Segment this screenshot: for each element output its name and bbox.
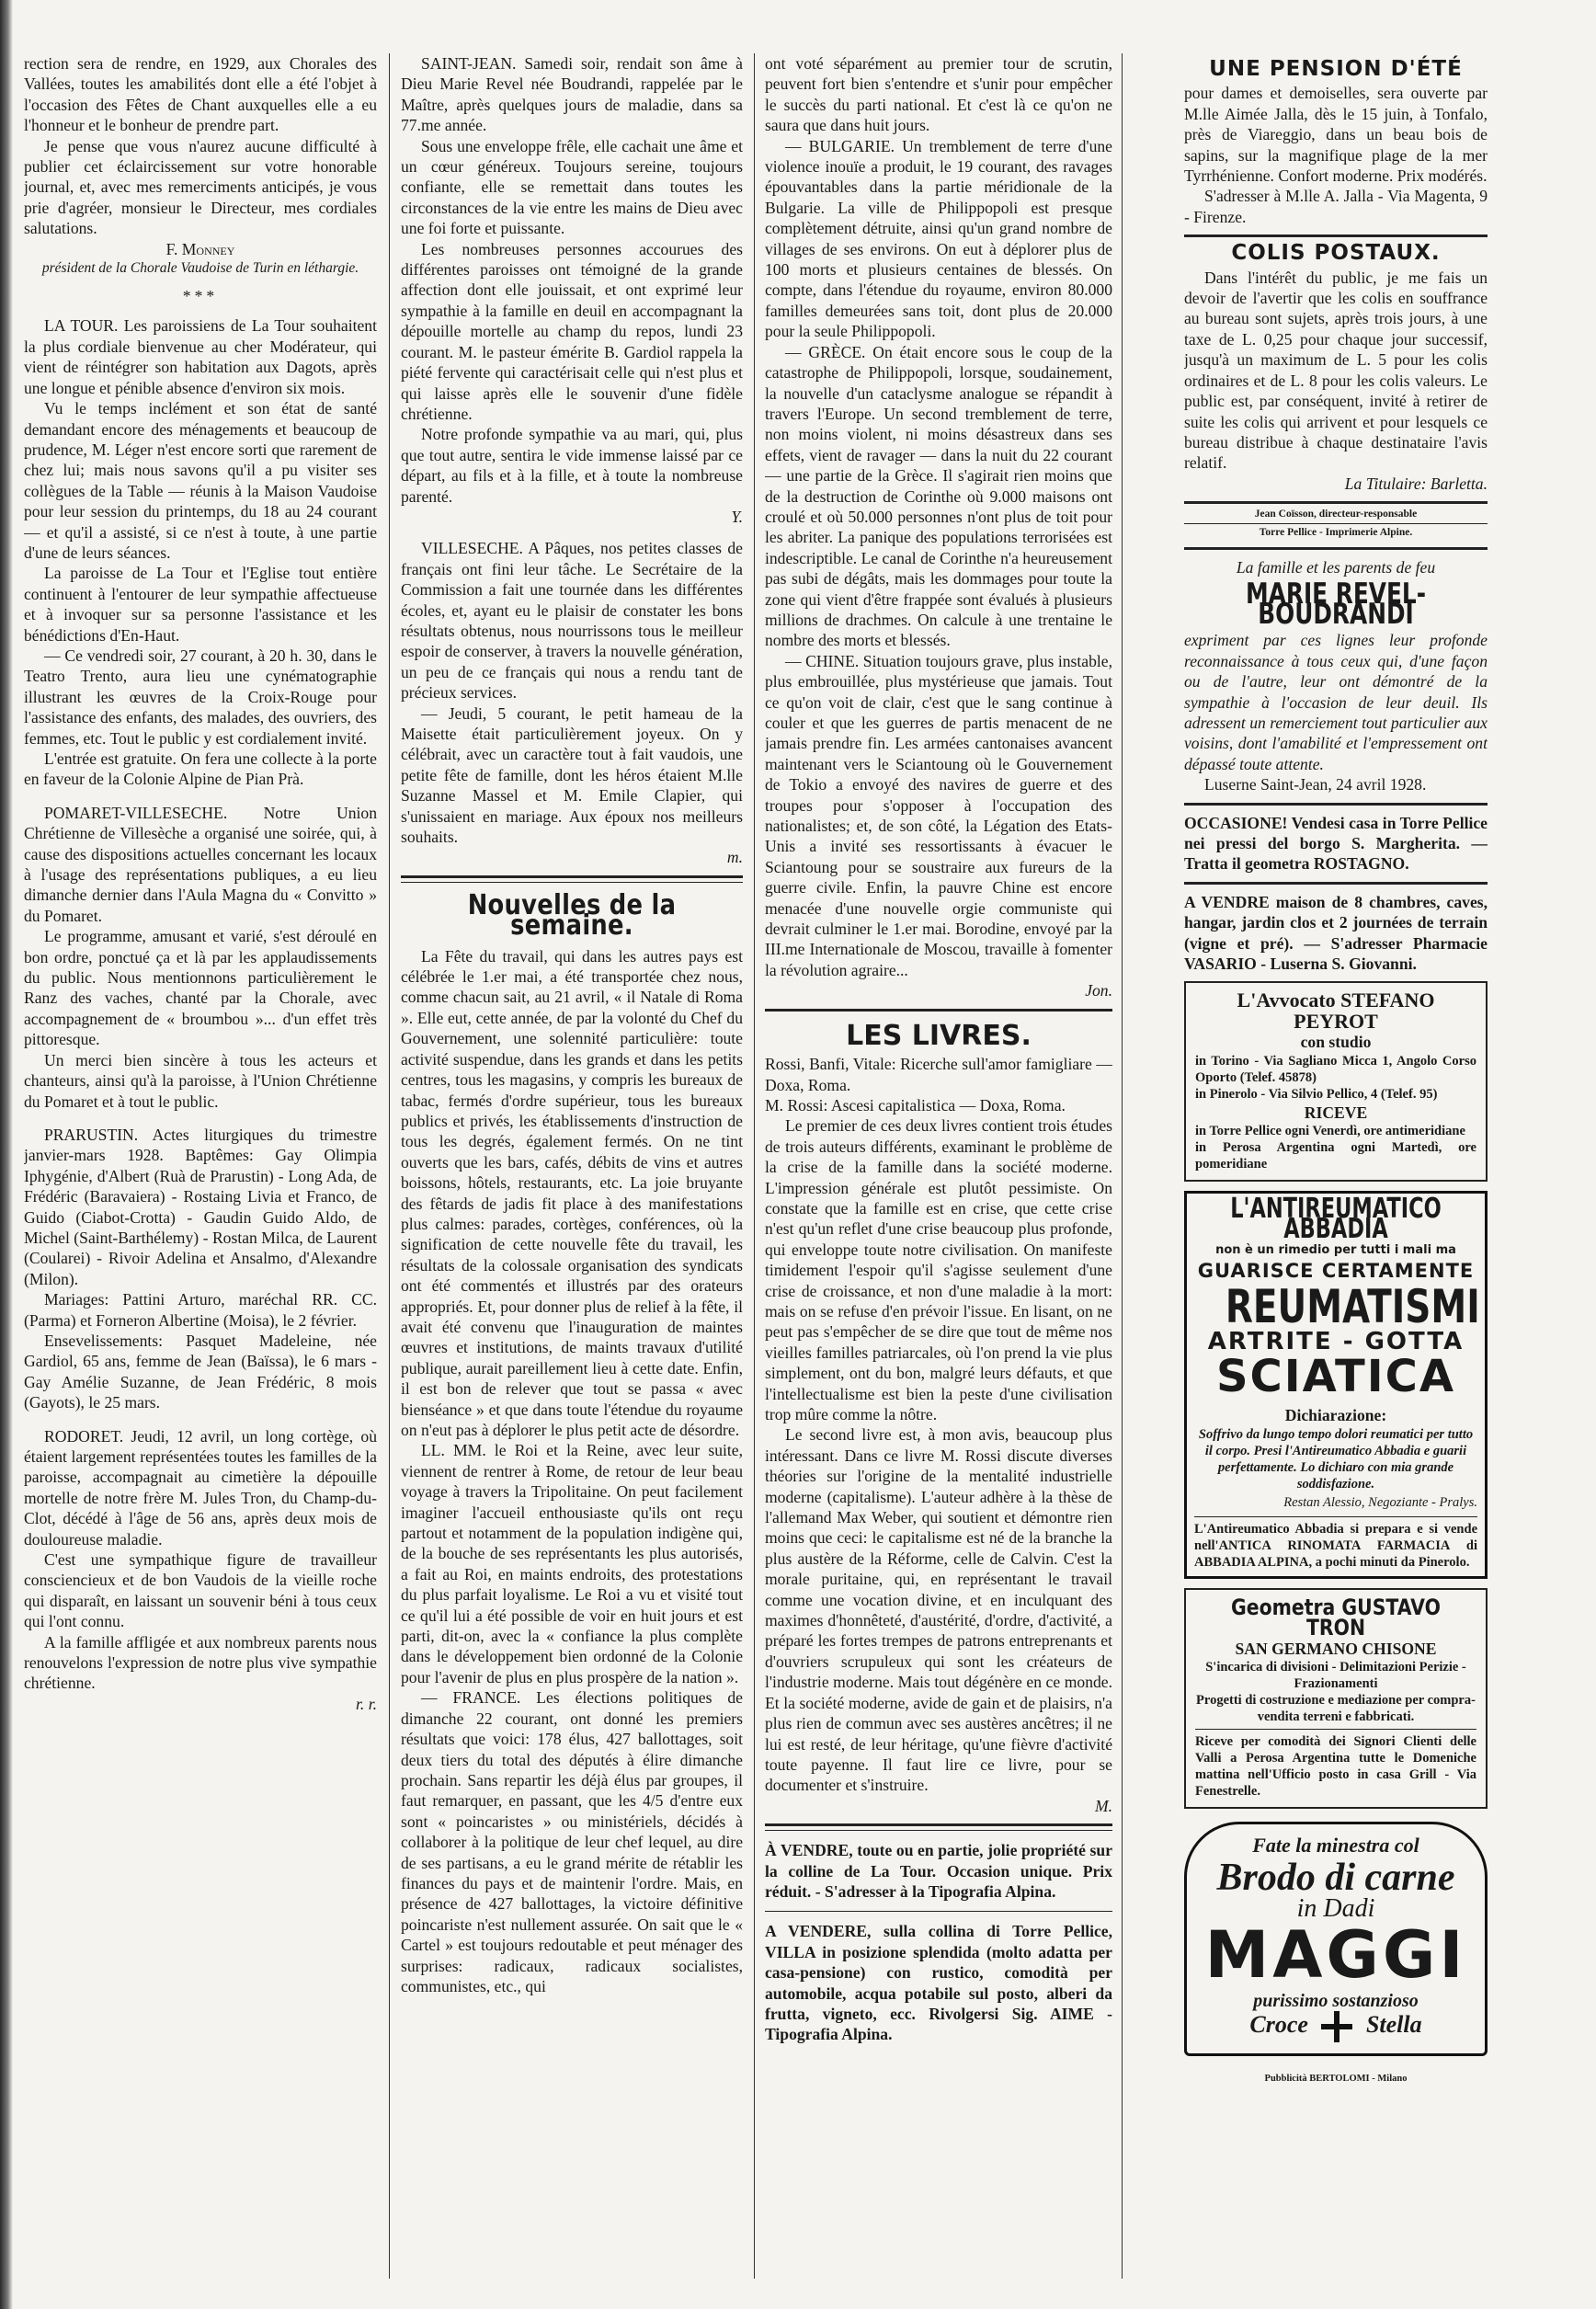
ad-tron: [1184, 1588, 1488, 1809]
ad-line: Fate la minestra col: [1252, 1834, 1419, 1857]
paragraph: Le programme, amusant et varié, s'est déroulé en bon ordre, ponctué ça et là par les applaudissements du public. Nous mentionnons particulièrement le Ranz des vaches, chanté par la Chorale, avec accompagnement de « broumbou »... d'un effet très pittoresque.: [24, 927, 377, 1049]
paragraph: LL. MM. le Roi et la Reine, avec leur suite, viennent de rentrer à Rome, de retour de leur beau voyage à travers la Tripolitaine. On peut facilement imaginer l'accueil enthousiaste qu'ils ont reçu partout et notamment de la population indigène qui, de la bouche de ses représentants les plus autorisés, a fait au Roi, en maints endroits, des protestations du plus parfait loyalisme. Le Roi a vu et visité tout ce qu'il lui a été possible de voir en huit jours et est parti, dit-on, avec la « confiance la plus complète dans le développement bien ordonné de la Colonie pour l'avenir de plus en plus prospère de la nation ».: [401, 1441, 743, 1686]
paragraph: Vu le temps inclément et son état de santé demandant encore des ménagements et beaucoup de prudence, M. Léger n'est encore sorti que rarement de chez lui; mais nous savons qu'il a pu visiter ses collègues de la Table — réunis à la Maison Vaudoise pour leur session du printemps, du 18 au 24 courant — et qu'il a assisté, si ce n'est à toute, à une partie d'une de leurs séances.: [24, 399, 377, 562]
notice-intro: La famille et les parents de feu: [1236, 558, 1436, 577]
ad-antireumatico: [1184, 1191, 1488, 1579]
paragraph: rection sera de rendre, en 1929, aux Chorales des Vallées, toutes les amabilités dont elle a été l'objet à l'occasion des Fêtes de Chant auxquelles elle a eu l'honneur et le bonheur de prendre part.: [24, 54, 377, 135]
paragraph: — Ce vendredi soir, 27 courant, à 20 h. 30, dans le Teatro Trento, aura lieu une cynématographie illustrant les œuvres de la Croix-Rouge pour l'assistance des enfants, des malades, des ouvriers, des femmes, etc. Tout le public y est cordialement invité.: [24, 646, 377, 748]
ad-line: in Perosa Argentina ogni Martedì, ore pomeridiane: [1195, 1140, 1476, 1172]
ad-line: REUMATISMI: [1225, 1279, 1480, 1333]
imprint: Torre Pellice - Imprimerie Alpine.: [1259, 527, 1413, 539]
ad-heading: L'Avvocato STEFANO PEYROT: [1237, 989, 1435, 1033]
signature: F. Monney: [165, 239, 235, 258]
book-reference: Rossi, Banfi, Vitale: Ricerche sull'amor famigliare — Doxa, Roma.: [765, 1055, 1112, 1094]
ad-line: in Torino - Via Sagliano Micca 1, Angolo Corso Oporto (Telef. 45878): [1195, 1053, 1476, 1085]
ad-line: ARTRITE - GOTTA: [1207, 1327, 1465, 1355]
ad-line: purissimo sostanzioso: [1253, 1990, 1419, 2011]
ad-line: Soffrivo da lungo tempo dolori reumatici per tutto il corpo. Presi l'Antireumatico Abbadia e guarii perfettamente. Lo dichiaro con mia grande soddisfazione.: [1198, 1426, 1474, 1492]
column-rule: [389, 53, 390, 2279]
column-rule: [754, 53, 755, 2279]
paragraph: Mariages: Pattini Arturo, maréchal RR. CC. (Parma) et Forneron Albertine (Moisa), le 2 février.: [24, 1290, 377, 1330]
column-4: [1184, 53, 1488, 2279]
divider: [1184, 547, 1488, 550]
paragraph: — Jeudi, 5 courant, le petit hameau de la Maisette était particulièrement joyeux. On y célébrait, avec un caractère tout à fait vaudois, une petite fête de famille, dont les héros étaient M.lle Suzanne Massel et M. Emile Clapier, qui s'unissaient en mariage. Aux époux nos meilleurs souhaits.: [401, 703, 743, 847]
divider: [401, 882, 743, 883]
divider: [1184, 501, 1488, 504]
imprint: Jean Coïsson, directeur-responsable: [1254, 509, 1418, 520]
ad-line: Progetti di costruzione e mediazione per compra-vendita terreni e fabbricati.: [1196, 1693, 1476, 1725]
ad-line: SAN GERMANO CHISONE: [1235, 1639, 1437, 1658]
paragraph: Je pense que vous n'aurez aucune difficulté à publier cet éclaircissement sur votre honorable journal, et, avec mes remerciments anticipés, je vous prie d'agréer, monsieur le Directeur, mes cordiales salutations.: [24, 136, 377, 238]
signature: La Titulaire: Barletta.: [1344, 474, 1488, 493]
classified-ad: OCCASIONE! Vendesi casa in Torre Pellice nei pressi del borgo S. Margherita. — Tratta il geometra ROSTAGNO.: [1184, 813, 1488, 874]
paragraph: ont voté séparément au premier tour de scrutin, peuvent fort bien s'entendre et s'unir pour empêcher le succès du parti national. Et c'est là ce qu'on ne saura que dans huit jours.: [765, 54, 1112, 135]
ad-word: Stella: [1365, 2011, 1422, 2039]
paragraph: Les nombreuses personnes accourues des différentes paroisses ont témoigné de la grande affection dont elle jouissait, et ont exprimé leur sympathie à la famille en deuil en accompagnant la dépouille mortelle au champ du repos, lundi 23 courant. M. le pasteur émérite B. Gardiol rappela la piété fervente qui caractérisait celle qui n'est plus et qui laisse après elle le souvenir d'une fidèle chrétienne.: [401, 239, 743, 423]
ad-line: in Torre Pellice ogni Venerdì, ore antimeridiane: [1195, 1124, 1465, 1139]
signature: Jon.: [1085, 981, 1112, 1000]
paragraph: VILLESECHE. A Pâques, nos petites classes de français ont fini leur tâche. Le Secrétaire de la Commission a fait une tournée dans les différentes écoles, et, ayant eu le plaisir de constater les bons résultats obtenus, nous nourrissons tous le meilleur espoir de conserver, à travers la nouvelle génération, un peu de ce français qui nous a rendu tant de précieux services.: [401, 539, 743, 703]
ad-line: S'incarica di divisioni - Delimitazioni Perizie - Frazionamenti: [1205, 1660, 1466, 1692]
column-rule: [1122, 53, 1123, 2279]
ad-text: Dans l'intérêt du public, je me fais un devoir de l'avertir que les colis en souffrance au bureau sont sujets, après trois jours, à une taxe de L. 0,25 pour chaque jour successif, jusqu'à un maximum de L. 5 pour les colis ordinaires et de L. 8 pour les colis valeurs. Le public est, par conséquent, invité à retirer de suite les colis qui arrivent et pour lesquels ce bureau distribue à chaque destinataire l'avis relatif.: [1184, 268, 1488, 473]
ad-heading: UNE PENSION D'ÉTÉ: [1209, 57, 1463, 81]
separator-stars: ***: [182, 287, 219, 306]
ad-line: Brodo di carne: [1216, 1856, 1455, 1899]
footer-credit: Pubblicità BERTOLOMI - Milano: [1264, 2074, 1408, 2085]
signature: r. r.: [356, 1694, 377, 1713]
cross-star-icon: [1321, 2011, 1352, 2042]
signature: M.: [1094, 1796, 1112, 1815]
ad-text: pour dames et demoiselles, sera ouverte par M.lle Aimée Jalla, dès le 15 juin, à Tonfalo, près de Viareggio, dans un beau bois de sapins, sur la magnifique plage de la mer Tyrrhénienne. Confort moderne. Prix modérés.: [1184, 84, 1488, 186]
classified-ad: À VENDRE, toute ou en partie, jolie propriété sur la colline de La Tour. Occasion unique. Prix réduit. - S'adresser à la Tipografia Alpina.: [765, 1841, 1112, 1901]
divider: [401, 875, 743, 878]
paragraph: — FRANCE. Les élections politiques de dimanche 22 courant, ont donné les premiers résultats que voici: 178 élus, 427 ballottages, soit deux tiers du total des députés à élire dimanche prochain. Sans repartir les déjà élus par groupes, il faut remarquer, en passant, que les 4/5 d'entre eux sont « poincaristes » ou ministériels, décidés à collaborer à la politique de leur chef lequel, au dire de ses partisans, a eu le grand mérite de rétablir les finances du pays et de maintenir l'ordre. Mais, en présence de 427 ballottages, la victoire définitive poincariste n'est nullement assurée. On sait que le « Cartel » est toujours redoutable et peut ménager des surprises: radicaux, radicaux socialistes, communistes, etc., qui: [401, 1688, 743, 1995]
paragraph: C'est une sympathique figure de travailleur consciencieux et de bon Vaudois de la vieille roche qui disparaît, en laissant un souvenir béni à tous ceux qui l'ont connu.: [24, 1550, 377, 1631]
notice-name: MARIE REVEL-BOUDRANDI: [1245, 577, 1427, 631]
ad-line: L'Antireumatico Abbadia si prepara e si vende nell'ANTICA RINOMATA FARMACIA di ABBADIA ALPINA, a pochi minuti da Pinerolo.: [1194, 1521, 1477, 1570]
ad-line: Dichiarazione:: [1284, 1406, 1387, 1425]
classified-ad: A VENDERE, sulla collina di Torre Pellice, VILLA in posizione splendida (molto adatta per casa-pensione) con rustico, comodità per automobile, acqua potabile sul posto, alberi da frutta, vigneto, ecc. Rivolgersi Sig. AIME - Tipografia Alpina.: [765, 1922, 1112, 2044]
classified-ad: A VENDRE maison de 8 chambres, caves, hangar, jardin clos et 2 journées de terrain (vigne et pré). — S'adresser Pharmacie VASARIO - Luserna S. Giovanni.: [1184, 892, 1488, 974]
paragraph: Ensevelissements: Pasquet Madeleine, née Gardiol, 65 ans, femme de Jean (Baïssa), le 6 mars - Gay Amélie Suzanne, de Jean Frédéric, 8 mois (Gayots), le 25 mars.: [24, 1331, 377, 1412]
notice-text: expriment par ces lignes leur profonde reconnaissance à tous ceux qui, d'une façon ou de l'autre, leur ont démontré de la sympathie à l'occasion de leur deuil. Ils adressent un remerciement tout particulier aux voisins, dont l'amabilité et l'empressement ont dépassé toute attente.: [1184, 631, 1488, 773]
paragraph: — BULGARIE. Un tremblement de terre d'une violence inouïe a produit, le 19 courant, des ravages épouvantables dans la partie méridionale de la Bulgarie. La ville de Philippopoli est presque complètement détruite, ainsi qu'un grand nombre de villages de ses environs. On eut à déplorer plus de 100 morts et plusieurs centaines de blessés. On compte, dans l'étendue du royaume, environ 80.000 familles demeurées sans toit, dont plus de 20.000 pour la seule Philippopoli.: [765, 136, 1112, 341]
column-1: [24, 53, 377, 2279]
notice-date: Luserne Saint-Jean, 24 avril 1928.: [1204, 775, 1427, 794]
ad-peyrot: [1184, 981, 1488, 1182]
ad-line: GUARISCE CERTAMENTE: [1197, 1260, 1475, 1283]
divider: [1184, 234, 1488, 237]
paragraph: Un merci bien sincère à tous les acteurs et chanteurs, ainsi qu'à la paroisse, à l'Union Chrétienne du Pomaret et à tout le public.: [24, 1050, 377, 1111]
paragraph: RODORET. Jeudi, 12 avril, un long cortège, où étaient largement représentées toutes les familles de la paroisse, accompagnait au cimetière la dépouille mortelle de notre frère M. Jules Tron, du Champ-du-Clot, décédé à l'âge de 56 ans, après deux mois de douloureuse maladie.: [24, 1426, 377, 1549]
ad-line: in Dadi: [1296, 1893, 1375, 1923]
book-reference: M. Rossi: Ascesi capitalistica — Doxa, Roma.: [765, 1095, 1066, 1114]
ad-line: Riceve per comodità dei Signori Clienti delle Valli a Perosa Argentina tutte le Domeniche mattina nell'Ufficio posto in casa Grill - Via Fenestrelle.: [1195, 1734, 1476, 1800]
ad-line: Restan Alessio, Negoziante - Pralys.: [1283, 1494, 1477, 1510]
binding-edge: [0, 0, 13, 2309]
paragraph: — CHINE. Situation toujours grave, plus instable, plus embrouillée, plus mystérieuse que jamais. Tout ce qu'on voit de clair, c'est que le sang continue à couler et que les guerres de partis menacent de ne jamais prendre fin. Les armées cantonaises avancent maintenant vers le Sciantoung où le Gouvernement de Tokio a envoyé des navires de guerre et des troupes pour s'opposer à l'occupation des nationalistes; et, de son côté, la Légation des Etats-Unis a invité ses ressortissants à évacuer le Sciantoung pour se soustraire aux fureurs de la guerre civile. Enfin, la pauvre Chine est encore menacée d'une nouvelle orgie communiste qui devrait culminer le 1.er mai. Borodine, envoyé par la III.me Internationale de Moscou, travaille à fomenter la révolution agraire...: [765, 651, 1112, 979]
signature: Y.: [731, 507, 743, 526]
divider: [1184, 523, 1488, 524]
section-heading: Nouvelles de la semaine.: [467, 888, 677, 943]
divider: [765, 1911, 1112, 1912]
paragraph: La paroisse de La Tour et l'Eglise tout entière continuent à l'entourer de leur sympathie affectueuse et à invoquer sur sa personne l'assistance et les bénédictions d'En-Haut.: [24, 564, 377, 645]
divider: [765, 1823, 1112, 1826]
paragraph: — GRÈCE. On était encore sous le coup de la catastrophe de Philippopoli, lorsque, soudainement, la nouvelle d'un cataclysme analogue se répandit à travers l'Europe. Un second tremblement de terre, non moins violent, ni moins désastreux dans ses effets, vient de ravager — dans la nuit du 22 courant — une partie de la Grèce. Il s'agirait rien moins que de la destruction de Corinthe où 9.000 maisons ont croulé et où 50.000 personnes n'ont plus de toit pour les abriter. La panique des populations terrorisées est indescriptible. Le canal de Corinthe n'a heureusement pas subi de dégâts, mais les dommages pour toute la zone qui vient d'être frappée sont évalués à plusieurs millions de drachmes. On calcule à une trentaine le nombre des morts et blessés.: [765, 342, 1112, 650]
paragraph: Le premier de ces deux livres contient trois études de trois auteurs différents, examinant le problème de la crise de la famille dans la société moderne. L'impression générale est plutôt pessimiste. On constate que la famille est en crise, que cette crise n'est qu'un reflet d'une crise beaucoup plus profonde, qui enveloppe toute notre civilisation. On manifeste timidement l'espoir qu'il s'agisse seulement d'une crise de croissance, et non d'une maladie à la mort: mais on se refuse d'en prévoir l'issue. En lisant, on ne peut pas s'empêcher de se dire que tout de même nos vieilles familles patriarcales, où l'on prend la vie plus simplement, ont du bon, malgré leurs défauts, et que l'intellectualisme est bien la peste d'une civilisation trop mûre comme la nôtre.: [765, 1116, 1112, 1423]
ad-line: in Pinerolo - Via Silvio Pellico, 4 (Telef. 95): [1195, 1086, 1438, 1102]
ad-heading: L'ANTIREUMATICO ABBADIA: [1230, 1193, 1442, 1246]
divider: [1184, 803, 1488, 806]
ad-line: RICEVE: [1304, 1103, 1368, 1122]
ad-word: Croce: [1249, 2011, 1308, 2039]
ad-line: con studio: [1300, 1033, 1372, 1052]
paragraph: L'entrée est gratuite. On fera une collecte à la porte en faveur de la Colonie Alpine de Pian Prà.: [24, 749, 377, 789]
paragraph: PRARUSTIN. Actes liturgiques du trimestre janvier-mars 1928. Baptêmes: Gay Olimpia Iphygénie, d'Albert (Ruà de Prarustin) - Long Ada, de Frédéric (Baravaiera) - Rostaing Livia et Franco, de Guido (Ciabot-Crotta) - Gaudin Guido Aldo, de Michel (Saint-Barthélemy) - Rostan Milca, de Laurent (Coularei) - Rivoir Adelina et Ansalmo, d'Alexandre (Milon).: [24, 1125, 377, 1288]
paragraph: Le second livre est, à mon avis, beaucoup plus intéressant. Dans ce livre M. Rossi discute diverses théories sur l'origine de la mentalité industrielle moderne (capitalisme). L'auteur adhère à la thèse de l'allemand Max Weber, qui soutient et démontre rien moins que ceci: le capitalisme est né de la branche la plus austère de la Réforme, celle de Calvin. C'est la morale puritaine, qui, en représentant le travail comme une vocation divine, et en inculquant des maximes d'honnêteté, d'austérité, d'ordre, d'activité, a préparé les fortes trempes de patrons entreprenants et d'ouvriers scrupuleux qui sont les créateurs de l'industrie moderne. Mais tout dégénère en ce monde. Et la société moderne, avide de gain et de plaisirs, n'a plus rien de commun avec ses austères ancêtres; il ne lui est resté, de leur héritage, qu'une fièvre d'activité toute payenne. Il faut lire ce livre, pour se documenter et s'instruire.: [765, 1425, 1112, 1795]
divider: [1195, 1729, 1476, 1730]
divider: [1184, 882, 1488, 885]
ad-brand: MAGGI: [1204, 1916, 1467, 1993]
paragraph: Sous une enveloppe frêle, elle cachait une âme et un cœur généreux. Toujours sereine, toujours confiante, elle se remettait dans toutes les circonstances de la vie entre les mains de Dieu avec une foi forte et puissante.: [401, 136, 743, 238]
ad-text: S'adresser à M.lle A. Jalla - Via Magenta, 9 - Firenze.: [1184, 187, 1488, 226]
paragraph: LA TOUR. Les paroissiens de La Tour souhaitent la plus cordiale bienvenue au cher Modérateur, qui vient de réintégrer son habitation aux Dagots, après une longue et pénible absence d'environ six mois.: [24, 316, 377, 397]
divider: [1194, 1516, 1477, 1517]
ad-line: non è un rimedio per tutti i mali ma: [1215, 1242, 1456, 1257]
ad-heading: COLIS POSTAUX.: [1231, 241, 1441, 266]
divider: [765, 1830, 1112, 1831]
ad-line: [1196, 2011, 1476, 2042]
column-2: [401, 53, 743, 2279]
paragraph: La Fête du travail, qui dans les autres pays est célébrée le 1.er mai, a été transportée chez nous, comme chacun sait, au 21 avril, « il Natale di Roma ». Elle eut, cette année, de par la volonté du Chef du Gouvernement, une solennité particulière: toute activité suspendue, dans les grands et dans les petits centres, tous les magasins, y compris les bureaux de tabac, fermés d'ordre supérieur, tous les bureaux publics et privés, les établissements d'instruction de tous les degrés, également fermés. On ne tint ouverts que les bars, cafés, débits de vins et autres boissons, hôtels, restaurants, etc. La joie bruyante des fêtards de jadis fit place à des manifestations plus calmes: parades, cortèges, conférences, où la signification de cette nouvelle fête du travail, les résultats de la colossale organisation des syndicats ont été commentés et illustrés par des orateurs appropriés. Et, pour donner plus de relief à la fête, il avait été convenu que l'inauguration de maintes œuvres et institutions, de maints travaux d'utilité publique, aurait pareillement lieu à cette date. Enfin, il est bon de relever que tout se passa « avec bienséance » et que dans toute l'étendue du royaume on n'eut pas à déplorer le plus petit acte de désordre.: [401, 946, 743, 1439]
ad-heading: Geometra GUSTAVO TRON: [1231, 1594, 1441, 1641]
signature-role: président de la Chorale Vaudoise de Turin en léthargie.: [41, 260, 359, 277]
column-3: [765, 53, 1112, 2279]
signature: m.: [726, 848, 743, 867]
paragraph: POMARET-VILLESECHE. Notre Union Chrétienne de Villesèche a organisé une soirée, qui, à cause des dispositions actuelles concernant les locaux à l'usage des représentations publiques, a eu lieu dimanche dernier dans l'Aula Magna du « Convitto » du Pomaret.: [24, 803, 377, 925]
section-heading: LES LIVRES.: [846, 1019, 1032, 1052]
ad-maggi: [1184, 1822, 1488, 2056]
divider: [765, 1009, 1112, 1012]
paragraph: Notre profonde sympathie va au mari, qui, plus que tout autre, sentira le vide immense laissé par ce départ, au fils et à la fille, et à toute la nombreuse parenté.: [401, 425, 743, 506]
paragraph: A la famille affligée et aux nombreux parents nous renouvelons l'expression de notre plus vive sympathie chrétienne.: [24, 1632, 377, 1693]
paragraph: SAINT-JEAN. Samedi soir, rendait son âme à Dieu Marie Revel née Boudrandi, rappelée par le Maître, après quelques jours de maladie, dans sa 77.me année.: [401, 54, 743, 135]
ad-line: SCIATICA: [1215, 1351, 1456, 1403]
